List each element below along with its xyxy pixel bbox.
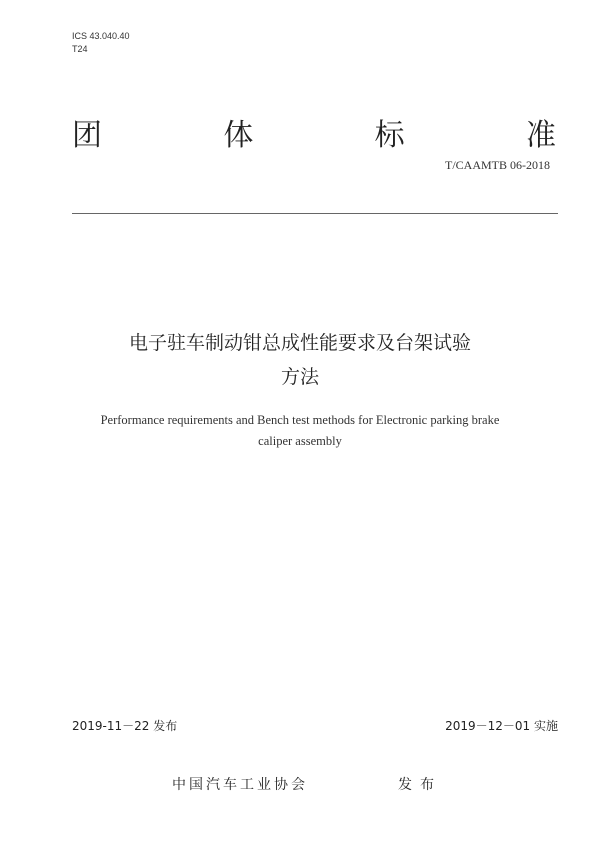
header-divider (72, 213, 558, 214)
heading-char: 团 (72, 118, 102, 153)
english-title-line: caliper assembly (258, 434, 342, 448)
heading-char: 准 (525, 118, 556, 153)
ccs-code: T24 (72, 44, 88, 54)
ics-code: ICS 43.040.40 (72, 31, 130, 41)
english-title (40, 410, 560, 452)
heading-char: 标 (374, 118, 405, 153)
implementation-date: 2019－12－01 实施 (445, 719, 558, 733)
standard-number: T/CAAMTB 06-2018 (445, 158, 550, 172)
chinese-title-line: 电子驻车制动钳总成性能要求及台架试验 (128, 332, 471, 354)
document-type-heading (72, 112, 556, 152)
english-title-line: Performance requirements and Bench test methods for Electronic parking brake (100, 413, 500, 427)
issue-date: 2019-11－22 发布 (72, 719, 178, 733)
chinese-title (50, 326, 550, 394)
classification-codes (72, 30, 130, 56)
chinese-title-line: 方法 (280, 366, 319, 388)
publish-label: 发布 (398, 777, 442, 793)
heading-char: 体 (223, 118, 254, 153)
publisher-name: 中国汽车工业协会 (172, 777, 308, 793)
